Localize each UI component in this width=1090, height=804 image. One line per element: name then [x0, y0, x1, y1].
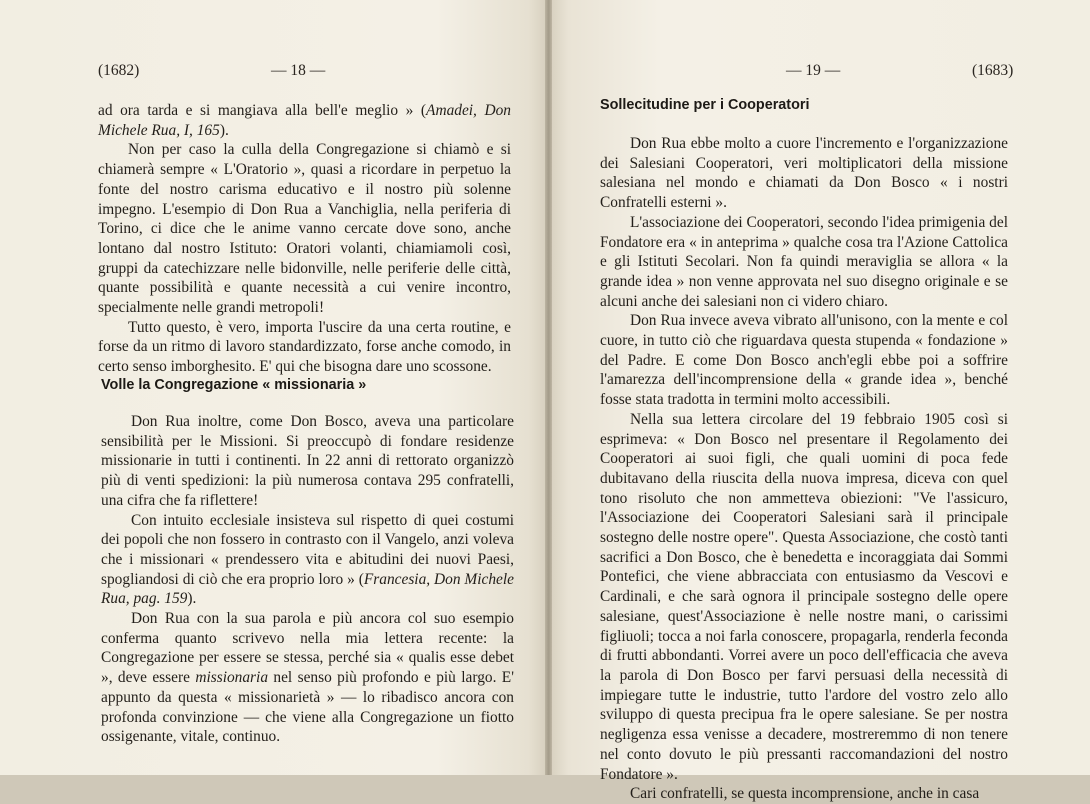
citation: Amadei, Don Michele Rua, I, 165 — [98, 102, 511, 139]
left-page-body-section — [101, 412, 514, 747]
right-page-number: — 19 — — [786, 62, 841, 79]
left-paragraph-missions: Don Rua inoltre, come Don Bosco, aveva una particolare sensibilità per le Missioni. Si preoccupò di fondare residenze missionarie in tutti i continenti. In 22 anni di rettorato organizzò più di venti spedizioni: la più numerosa contava 295 confratelli, una cifra che fa riflettere! — [101, 413, 514, 509]
left-paragraph-ecclesial: Con intuito ecclesiale insisteva sul rispetto di quei costumi dei popoli che non fossero in contrasto con il Vangelo, anzi voleva che i missionari « prendessero vita e abitudini dei nuovi Paesi, spogliandosi di ciò che era proprio loro » (Francesia, Don Michele Rua, pag. 159). — [101, 511, 514, 608]
left-page — [0, 0, 545, 775]
right-page — [552, 0, 1090, 803]
right-paragraph-circular-letter: Nella sua lettera circolare del 19 febbraio 1905 così si esprimeva: « Don Bosco nel presentare il Regolamento dei Cooperatori ai suoi figli, che quali uomini di poca fede dubitavano della riuscita della nuova impresa, diceva con quel tono risoluto che non ammetteva obiezioni: "Ve l'assicuro, l'Associazione dei Cooperatori Salesiani sarà il principale sostegno delle nostre opere". Questa Associazione, che costò tanti sacrifici a Don Bosco, che è benedetta e incoraggiata dai Sommi Pontefici, che viene abbracciata con entusiasmo da Vescovi e Cardinali, e che sarà ognora il principale sostegno delle opere salesiane, quest'Associazione è nelle nostre mani, o carissimi figliuoli; tocca a noi farla conoscere, propagarla, renderla feconda di frutti abbondanti. Vorrei avere un poco dell'efficacia che aveva la parola di Don Bosco per farvi persuasi della necessità di impiegare tutte le industrie, tutto l'ardore del vostro zelo allo sviluppo di questa precipua fra le opere salesiane. Se per nostra negligenza essa venisse a decadere, mostreremmo di non tenere nel conto dovuto le più pressanti raccomandazioni del nostro Fondatore ». — [600, 410, 1008, 783]
left-opening-paragraph: ad ora tarda e si mangiava alla bell'e meglio » (Amadei, Don Michele Rua, I, 165). — [98, 102, 511, 139]
left-page-number: — 18 — — [271, 62, 326, 79]
citation: Francesia, Don Michele Rua, pag. 159 — [101, 570, 514, 608]
left-page-body-top — [98, 101, 511, 377]
left-section-heading: Volle la Congregazione « missionaria » — [101, 377, 367, 393]
book-gutter — [545, 0, 552, 775]
emphasis: missionaria — [195, 669, 269, 687]
left-page-reference-number: (1682) — [98, 62, 140, 79]
right-paragraph-cooperators: Don Rua ebbe molto a cuore l'incremento e l'organizzazione dei Salesiani Cooperatori, veri moltiplicatori della missione salesiana nel mondo e chiamati da Don Bosco « i nostri Confratelli esterni ». — [600, 135, 1008, 212]
right-page-body — [600, 134, 1008, 804]
right-paragraph-unison: Don Rua invece aveva vibrato all'unisono, con la mente e col cuore, in tutto ciò che riguardava questa stupenda « fondazione » del Padre. E come Don Bosco anch'egli ebbe poi a soffrire l'amarezza dell'incomprensione della « grande idea », benché fosse stata tradotta in termini molto accessibili. — [600, 312, 1008, 409]
left-paragraph-missionary: Don Rua con la sua parola e più ancora col suo esempio conferma quanto scrivevo nella mia lettera recente: la Congregazione per essere se stessa, perché sia « qualis esse debet », deve essere missionaria nel senso più profondo e più largo. E' appunto da questa « missionarietà » — lo ribadisco ancora con profonda convinzione — che viene alla Congregazione un fiotto ossigenante, vitale, continuo. — [101, 610, 514, 746]
right-section-heading: Sollecitudine per i Cooperatori — [600, 97, 810, 113]
right-page-reference-number: (1683) — [972, 62, 1014, 79]
right-paragraph-closing: Cari confratelli, se questa incomprensione, anche in casa — [630, 785, 980, 803]
left-paragraph-oratorio: Non per caso la culla della Congregazione si chiamò e si chiamerà sempre « L'Oratorio », quasi a ricordare in perpetuo la fonte del nostro carisma educativo e il nostro più solenne impegno. L'esempio di Don Rua a Vanchiglia, nella periferia di Torino, ci dice che le anime vanno cercate dove sono, anche lontano dal nostro Istituto: Oratori volanti, chiamiamoli così, gruppi da catechizzare nelle bidonville, nelle periferie delle città, quante possibilità e quante necessità a cui venire incontro, specialmente nelle grandi metropoli! — [98, 141, 511, 317]
right-paragraph-association: L'associazione dei Cooperatori, secondo l'idea primigenia del Fondatore era « in anteprima » qualche cosa tra l'Azione Cattolica e gli Istituti Secolari. Non fa quindi meraviglia se allora « la grande idea » non venne approvata nel suo disegno originale e se alcuni anche dei salesiani non ci videro chiaro. — [600, 213, 1008, 310]
left-paragraph-routine: Tutto questo, è vero, importa l'uscire da una certa routine, e forse da un ritmo di lavoro standardizzato, forse anche comodo, in certo senso imborghesito. E' qui che bisogna dare uno scossone. — [98, 318, 511, 376]
